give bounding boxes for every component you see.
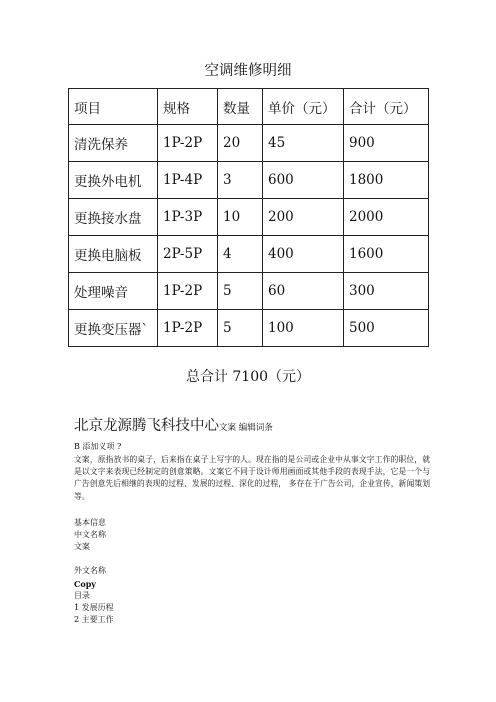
table-cell: 900: [344, 125, 429, 162]
header-cell: 合计（元）: [344, 89, 429, 125]
table-cell: 500: [344, 310, 429, 347]
table-row: [69, 310, 429, 347]
table-cell: 清洗保养: [69, 125, 158, 162]
table-cell: 400: [263, 236, 344, 273]
table-cell: 更换电脑板: [69, 236, 158, 273]
table-cell: 100: [263, 310, 344, 347]
table-row: [69, 236, 429, 273]
table-cell: 2000: [344, 199, 429, 236]
table-row: [69, 199, 429, 236]
toc-item[interactable]: 1 发展历程: [74, 603, 114, 613]
table-cell: 1P-3P: [158, 199, 218, 236]
article-section: [74, 416, 430, 626]
table-cell: 45: [263, 125, 344, 162]
article-body: 文案，原指放书的桌子，后来指在桌子上写字的人。现在指的是公司或企业中从事文字工作的职位，就是以文字来表现已经制定的创意策略。文案它不同于设计师用画面或其他手段的表现手法，它是一个与广告创意先后相继的表现的过程、发展的过程、深化的过程， 多存在于广告公司，企业宣传，新闻策划等。: [74, 455, 430, 501]
table-cell: 1800: [344, 162, 429, 199]
header-cell: 项目: [69, 89, 158, 125]
table-cell: 更换接水盘: [69, 199, 158, 236]
article-heading-title: 北京龙源腾飞科技中心: [74, 418, 219, 434]
info-line: 中文名称: [74, 530, 106, 540]
table-cell: 5: [218, 310, 263, 347]
table-cell: 1P-4P: [158, 162, 218, 199]
table-header-row: [69, 89, 429, 125]
info-line: 基本信息: [74, 517, 106, 527]
table-row: [69, 273, 429, 310]
add-entry-link[interactable]: B 添加义项 ?: [74, 442, 122, 451]
table-cell: 1P-2P: [158, 273, 218, 310]
info-line: 外文名称: [74, 566, 106, 576]
table-cell: 5: [218, 273, 263, 310]
toc-item[interactable]: 2 主要工作: [74, 615, 114, 625]
table-cell: 1P-2P: [158, 125, 218, 162]
grand-total: 总合计 7100（元）: [185, 369, 311, 385]
table-cell: 300: [344, 273, 429, 310]
table-cell: 更换外电机: [69, 162, 158, 199]
table-cell: 更换变压器`: [69, 310, 158, 347]
header-cell: 数量: [218, 89, 263, 125]
table-row: [69, 162, 429, 199]
table-cell: 2P-5P: [158, 236, 218, 273]
page-title: 空调维修明细: [204, 63, 292, 79]
info-line: 文案: [74, 542, 90, 552]
table-cell: 600: [263, 162, 344, 199]
info-line: Copy: [74, 578, 96, 589]
table-cell: 20: [218, 125, 263, 162]
table-cell: 1600: [344, 236, 429, 273]
table-cell: 处理噪音: [69, 273, 158, 310]
table-cell: 60: [263, 273, 344, 310]
table-cell: 4: [218, 236, 263, 273]
header-cell: 规格: [158, 89, 218, 125]
table-cell: 10: [218, 199, 263, 236]
article-heading-suffix: 文案 编辑词条: [219, 423, 273, 433]
article-heading: [74, 416, 430, 438]
table-row: [69, 125, 429, 162]
table-cell: 1P-2P: [158, 310, 218, 347]
table-cell: 3: [218, 162, 263, 199]
repair-detail-table: [68, 88, 429, 347]
info-line: 目录: [74, 590, 90, 600]
table-cell: 200: [263, 199, 344, 236]
header-cell: 单价（元）: [263, 89, 344, 125]
